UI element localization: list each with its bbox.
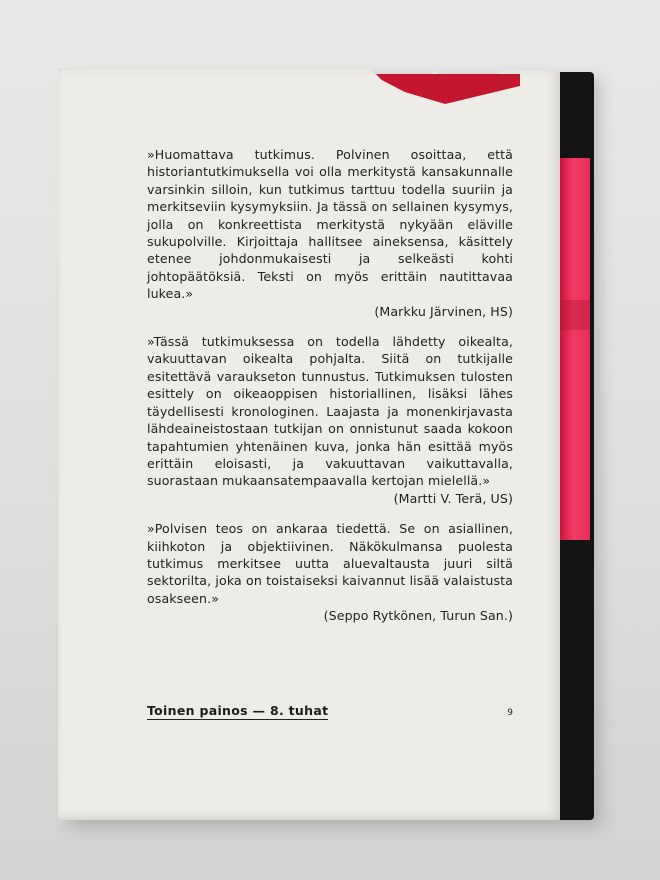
review-quote — [147, 146, 513, 320]
quote-text: »Polvisen teos on ankaraa tiedettä. Se on asiallinen, kiihkoton ja objektiivinen. Näkökulmansa puolesta tutkimus merkitsee uutta aluevaltausta juuri siltä sektorilta, joka on toistaiseksi kaivannut lisää valaistusta osakseen.» — [147, 521, 513, 606]
page-number: 9 — [507, 708, 513, 718]
quote-text: »Tässä tutkimuksessa on todella lähdetty oikealta, vakuuttavan oikealta pohjalta. Siitä on tutkijalle esitettävä varaukseton tunnustus. Tutkimuksen tulosten esittely on oikeaoppisen historiallinen, lisäksi lähes täydellisesti kronologinen. Laajasta ja monenkirjavasta lähdeaineistostaan tutkijan on onnistunut saada kokoon tapahtumien yhtenäinen kuva, jonka hän esittää myös erittäin eloisasti, ja vakuuttavan vaikuttavalla, suorastaan mukaansatempaavalla kertojan mielellä.» — [147, 334, 513, 489]
quote-attribution: (Seppo Rytkönen, Turun San.) — [323, 608, 513, 624]
quote-attribution: (Martti V. Terä, US) — [393, 490, 513, 506]
quote-attribution: (Markku Järvinen, HS) — [374, 303, 513, 319]
cover-footer — [147, 703, 513, 720]
review-quote — [147, 333, 513, 507]
spine-red-band — [560, 158, 590, 540]
edition-label: Toinen painos — 8. tuhat — [147, 703, 329, 718]
review-quote — [147, 520, 513, 624]
spine-red-stain — [560, 300, 590, 330]
review-quotes — [147, 146, 513, 638]
quote-text: »Huomattava tutkimus. Polvinen osoittaa, että historiantutkimuksella voi olla merkitystä kansakunnalle varsinkin silloin, kun tutkimus tarttuu todella suuriin ja merkitseviin kysymyksiin. Ja tässä on sellainen kysymys, jolla on konkreettista merkitystä nykyään eläville sukupolville. Kirjoittaja hallitsee aineksensa, käsittely etenee johdonmukaisesti ja selkeästi kohti johtopäätöksiä. Teksti on myös erittäin nautittavaa lukea.» — [147, 147, 513, 302]
